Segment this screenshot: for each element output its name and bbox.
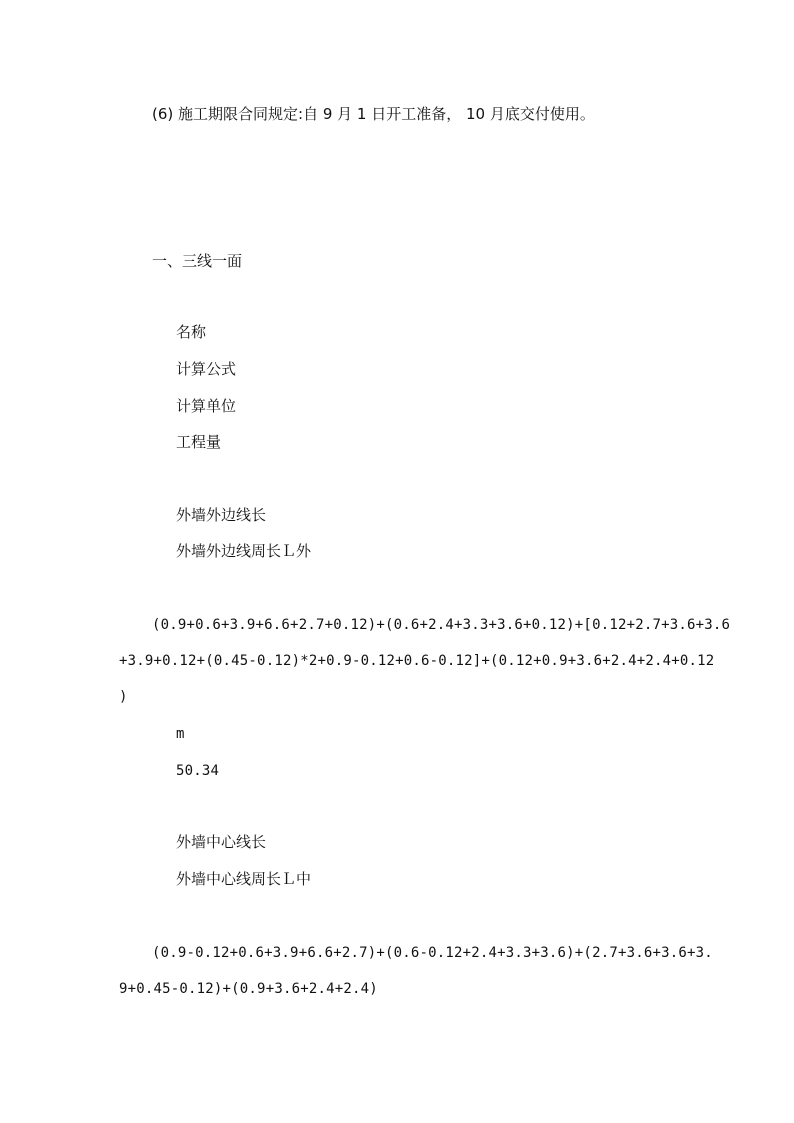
- outer-edge-name: 外墙外边线长: [176, 506, 267, 524]
- outer-edge-description: 外墙外边线周长Ｌ外: [176, 542, 312, 560]
- center-line-formula-line-2: 9+0.45-0.12)+(0.9+3.6+2.4+2.4): [119, 981, 378, 997]
- header-formula: 计算公式: [176, 360, 237, 378]
- section-heading: 一、三线一面: [152, 252, 243, 270]
- header-name: 名称: [176, 323, 207, 341]
- outer-edge-formula-line-2: +3.9+0.12+(0.45-0.12)*2+0.9-0.12+0.6-0.12]+(0.12+0.9+3.6+2.4+2.4+0.12: [119, 653, 715, 669]
- schedule-paragraph: (6) 施工期限合同规定:自 9 月 1 日开工准备， 10 月底交付使用。: [152, 105, 595, 123]
- center-line-description: 外墙中心线周长Ｌ中: [176, 870, 312, 888]
- outer-edge-unit: m: [176, 726, 185, 742]
- center-line-formula-line-1: (0.9-0.12+0.6+3.9+6.6+2.7)+(0.6-0.12+2.4+3.3+3.6)+(2.7+3.6+3.6+3.: [152, 945, 713, 961]
- header-unit: 计算单位: [176, 397, 237, 415]
- header-quantity: 工程量: [176, 433, 222, 451]
- outer-edge-quantity: 50.34: [176, 763, 220, 779]
- outer-edge-formula-line-3: ): [119, 689, 128, 705]
- center-line-name: 外墙中心线长: [176, 833, 267, 851]
- outer-edge-formula-line-1: (0.9+0.6+3.9+6.6+2.7+0.12)+(0.6+2.4+3.3+3.6+0.12)+[0.12+2.7+3.6+3.6: [152, 617, 731, 633]
